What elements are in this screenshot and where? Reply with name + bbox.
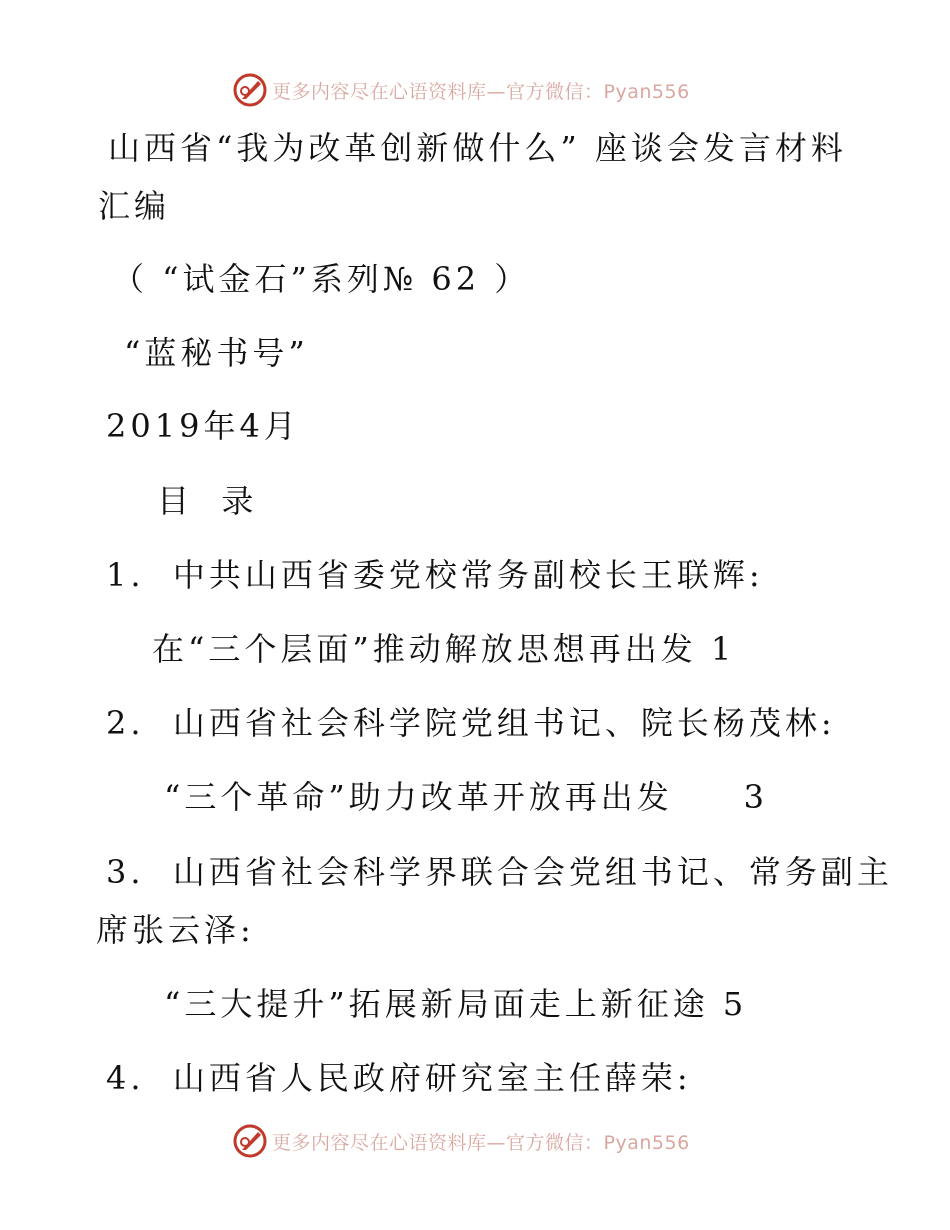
watermark-text: 更多内容尽在心语资料库—官方微信：Pyan556: [272, 1131, 690, 1154]
quill-logo-icon: [232, 72, 268, 108]
document-date: 2019年4月: [106, 407, 300, 445]
watermark-header: [232, 70, 690, 110]
toc-entry-3-topic: “三大提升”拓展新局面走上新征途 5: [164, 985, 748, 1023]
document-title-line-2: 汇编: [98, 187, 171, 225]
toc-entry-2-speaker: 2. 山西省社会科学院党组书记、院长杨茂林:: [106, 704, 836, 742]
toc-entry-1-topic: 在“三个层面”推动解放思想再出发 1: [152, 630, 736, 668]
watermark-footer: [232, 1121, 690, 1161]
toc-entry-3-speaker-continued: 席张云泽:: [96, 911, 255, 949]
toc-entry-4-speaker: 4. 山西省人民政府研究室主任薛荣:: [106, 1059, 692, 1097]
toc-heading: 目 录: [157, 482, 258, 520]
toc-entry-2-topic: “三个革命”助力改革开放再出发 3: [164, 778, 768, 816]
watermark-text: 更多内容尽在心语资料库—官方微信：Pyan556: [272, 80, 690, 103]
toc-entry-3-speaker: 3. 山西省社会科学界联合会党组书记、常务副主: [106, 853, 893, 891]
series-label: （ “试金石”系列№ 62 ）: [112, 260, 531, 298]
publisher-label: “蓝秘书号”: [124, 334, 309, 372]
quill-logo-icon: [232, 1123, 268, 1159]
document-title-line-1: 山西省“我为改革创新做什么” 座谈会发言材料: [108, 129, 847, 167]
toc-entry-1-speaker: 1. 中共山西省委党校常务副校长王联辉:: [106, 556, 764, 594]
